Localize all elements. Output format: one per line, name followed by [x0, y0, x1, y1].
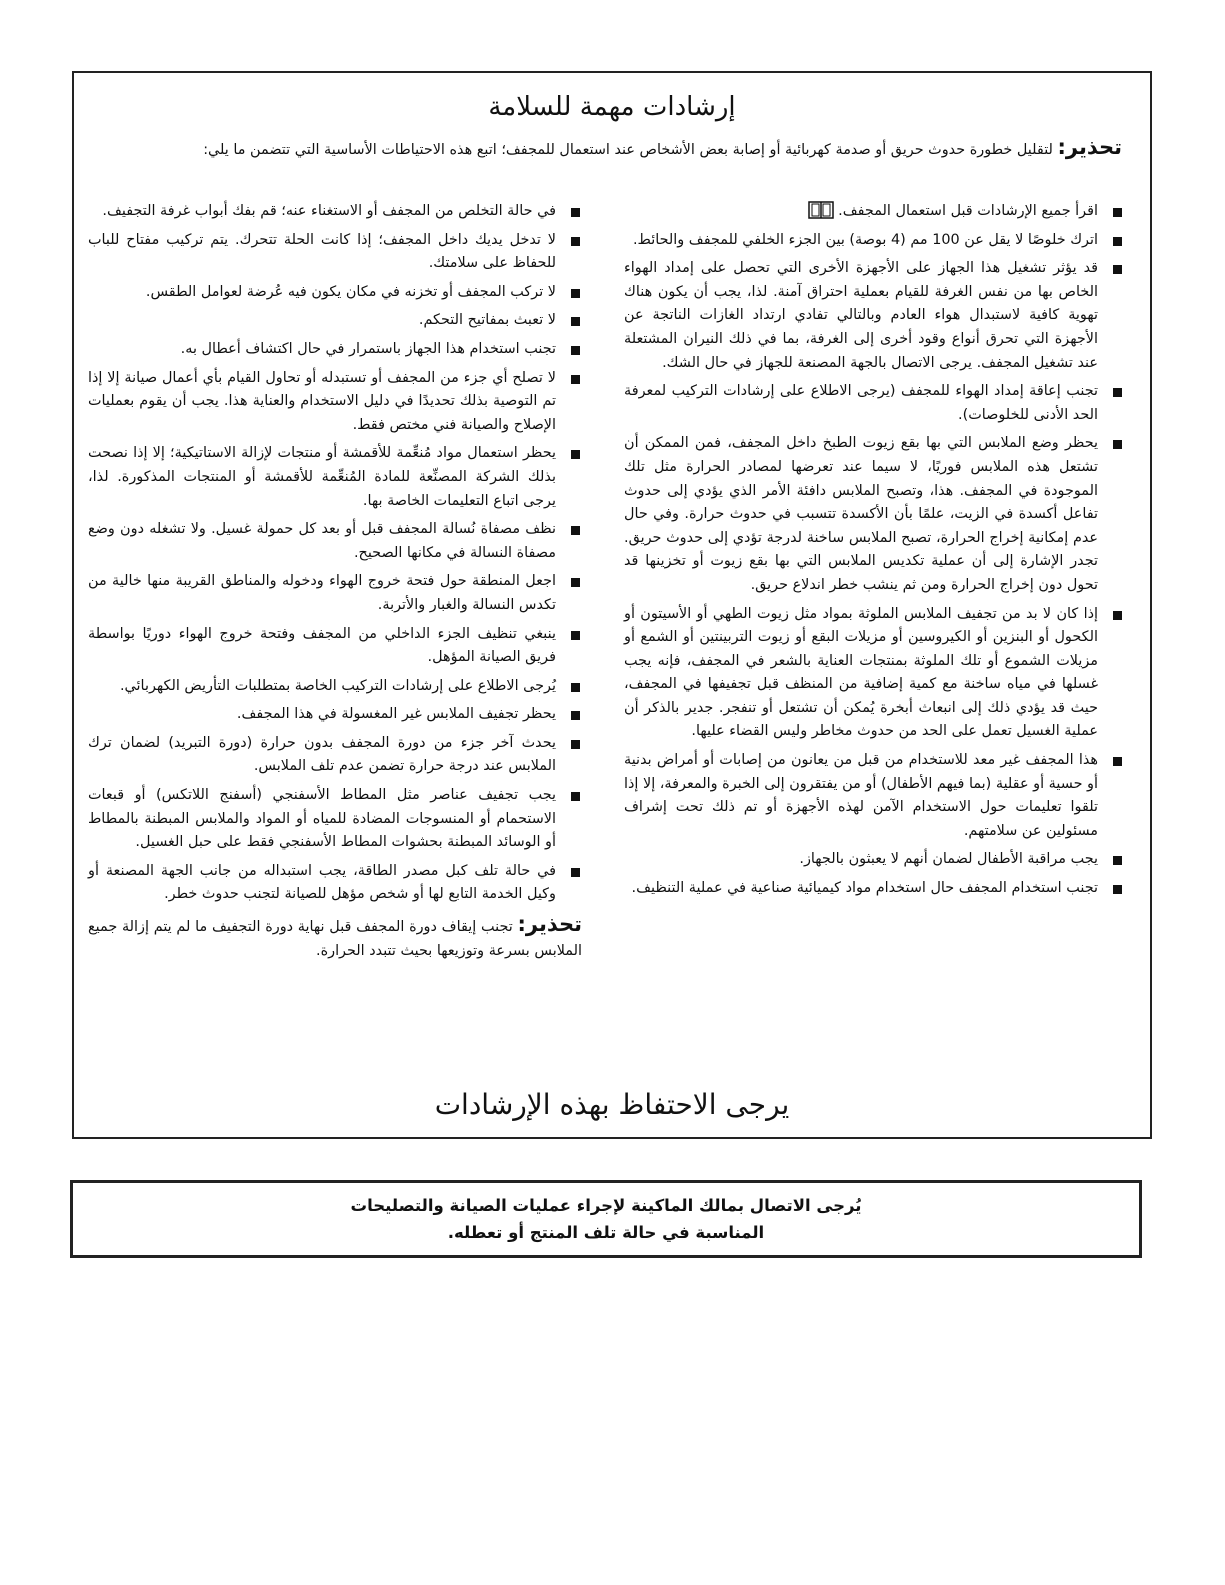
instruction-text: نظف مصفاة نُسالة المجفف قبل أو بعد كل حمولة غسيل. ولا تشغله دون وضع مصفاة النسالة في مكانها الصحيح. [88, 521, 556, 561]
instruction-item [88, 281, 582, 305]
left-column [88, 200, 582, 963]
bottom-warning-label: تحذير: [517, 912, 583, 937]
instruction-text: في حالة تلف كبل مصدر الطاقة، يجب استبداله من جانب الجهة المصنعة أو وكيل الخدمة التابع لها أو شخص مؤهل للصيانة لتجنب حدوث خطر. [88, 862, 556, 903]
instruction-item [88, 703, 582, 727]
square-bullet-icon [1113, 611, 1122, 620]
safety-instructions-box [72, 71, 1152, 1139]
square-bullet-icon [1113, 237, 1122, 246]
instruction-text: لا تركب المجفف أو تخزنه في مكان يكون فيه عُرضة لعوامل الطقس. [145, 283, 556, 300]
warning-label: تحذير: [1057, 135, 1122, 159]
square-bullet-icon [1113, 757, 1122, 766]
instruction-item [88, 675, 582, 699]
instruction-text: في حالة التخلص من المجفف أو الاستغناء عنه؛ قم بفك أبواب غرفة التجفيف. [102, 203, 556, 219]
square-bullet-icon [1113, 208, 1122, 217]
square-bullet-icon [571, 740, 580, 749]
instruction-item [88, 784, 582, 855]
instruction-item [88, 623, 582, 670]
book-icon [808, 201, 834, 219]
instruction-text: يحظر وضع الملابس التي بها بقع زيوت الطبخ داخل المجفف، فمن الممكن أن تشتعل هذه الملابس فوريًا، لا سيما عند تعرضها لمصادر الحرارة مثل تلك الموجودة في المجفف. هذا، وتصبح الملابس دافئة الأمر الذي يؤدي إلى حدوث تفاعل أكسدة في الزيت، علمًا بأن الأكسدة تتسبب في حدوث حرارة. وفي حال عدم إمكانية إخراج الحرارة، تصبح الملابس ساخنة لدرجة تؤدي إلى حدوث حريق. تجدر الإشارة إلى أن عملية تكديس الملابس التي بها بقع زيوت أو تخزينها قد تحول دون إخراج الحرارة ومن ثم ينشب خطر اندلاع حريق. [624, 435, 1098, 593]
right-column [624, 200, 1124, 906]
instruction-item [624, 200, 1124, 224]
square-bullet-icon [1113, 440, 1122, 449]
instruction-item [88, 367, 582, 438]
instruction-text: يحدث آخر جزء من دورة المجفف بدون حرارة (دورة التبريد) لضمان ترك الملابس عند درجة حرارة تضمن عدم تلف الملابس. [88, 734, 556, 775]
square-bullet-icon [571, 346, 580, 355]
instruction-text: يجب تجفيف عناصر مثل المطاط الأسفنجي (أسفنج اللاتكس) أو قبعات الاستحمام أو المنسوجات المضادة للمياه أو المواد والملابس المبطنة بالمطاط أو الوسائد المبطنة بحشوات المطاط الأسفنجي فقط على حبل الغسيل. [88, 787, 556, 851]
instruction-item [624, 848, 1124, 872]
instruction-item [624, 603, 1124, 745]
instruction-item [88, 518, 582, 565]
contact-line-1: يُرجى الاتصال بمالك الماكينة لإجراء عمليات الصيانة والتصليحات [350, 1196, 862, 1215]
safety-title: إرشادات مهمة للسلامة [488, 92, 736, 122]
instruction-item [88, 229, 582, 276]
right-instruction-list [624, 200, 1124, 901]
square-bullet-icon [571, 375, 580, 384]
instruction-text: تجنب استخدام المجفف حال استخدام مواد كيميائية صناعية في عملية التنظيف. [631, 880, 1098, 897]
instruction-text: اجعل المنطقة حول فتحة خروج الهواء ودخوله والمناطق القريبة منها خالية من تكدس النسالة والغبار والأتربة. [88, 573, 556, 613]
square-bullet-icon [571, 868, 580, 877]
instruction-item [88, 200, 582, 224]
instruction-item [624, 380, 1124, 427]
bottom-warning [88, 912, 582, 963]
instruction-item [624, 229, 1124, 253]
instruction-item [624, 432, 1124, 597]
instruction-text: يحظر استعمال مواد مُنعِّمة للأقمشة أو منتجات لإزالة الاستاتيكية؛ إلا إذا نصحت بذلك الشركة المصنِّعة للمادة المُنعِّمة للأقمشة أو المنتجات المذكورة. لذا، يرجى اتباع التعليمات الخاصة بها. [88, 445, 556, 509]
instruction-text: يُرجى الاطلاع على إرشادات التركيب الخاصة بمتطلبات التأريض الكهربائي. [119, 677, 556, 694]
square-bullet-icon [571, 683, 580, 692]
square-bullet-icon [571, 289, 580, 298]
square-bullet-icon [571, 317, 580, 326]
bottom-warning-text: تجنب إيقاف دورة المجفف قبل نهاية دورة التجفيف ما لم يتم إزالة جميع الملابس بسرعة وتوزيعها بحيث تتبدد الحرارة. [88, 919, 582, 960]
square-bullet-icon [1113, 885, 1122, 894]
instruction-item [88, 442, 582, 513]
instruction-item [88, 860, 582, 907]
instruction-item [88, 338, 582, 362]
instruction-text: تجنب استخدام هذا الجهاز باستمرار في حال اكتشاف أعطال به. [180, 340, 556, 357]
instruction-text: اترك خلوصًا لا يقل عن 100 مم (4 بوصة) بين الجزء الخلفي للمجفف والحائط. [632, 231, 1098, 248]
square-bullet-icon [571, 208, 580, 217]
square-bullet-icon [1113, 388, 1122, 397]
square-bullet-icon [571, 578, 580, 587]
instruction-item [88, 309, 582, 333]
square-bullet-icon [1113, 265, 1122, 274]
left-instruction-list [88, 200, 582, 907]
square-bullet-icon [1113, 856, 1122, 865]
instruction-text: قد يؤثر تشغيل هذا الجهاز على الأجهزة الأخرى التي تحصل على إمداد الهواء الخاص بها من نفس الغرفة للقيام بعملية احتراق آمنة. لذا، يجب أن يكون هناك تهوية كافية لاستبدال هواء العادم وبالتالي تفادي ارتداد الغازات الناتجة عن الأجهزة التي تحرق أنواع وقود أخرى إلى الغرفة، بما في ذلك النيران المشتعلة عند تشغيل المجفف. يرجى الاتصال بالجهة المصنعة للجهاز في حال الشك. [624, 260, 1098, 371]
square-bullet-icon [571, 237, 580, 246]
square-bullet-icon [571, 631, 580, 640]
instruction-text: اقرأ جميع الإرشادات قبل استعمال المجفف. [838, 203, 1098, 219]
instruction-text: لا تصلح أي جزء من المجفف أو تستبدله أو تحاول القيام بأي أعمال صيانة إلا إذا تم التوصية بذلك تحديدًا في دليل الاستخدام والعناية هذا. يجب أن يقوم بعمليات الإصلاح والصيانة فني مختص فقط. [88, 369, 556, 433]
instruction-item [88, 732, 582, 779]
keep-instructions-heading: يرجى الاحتفاظ بهذه الإرشادات [434, 1088, 790, 1121]
instruction-text: يحظر تجفيف الملابس غير المغسولة في هذا المجفف. [236, 706, 556, 723]
instruction-text: لا تعبث بمفاتيح التحكم. [418, 312, 556, 329]
instruction-item [624, 749, 1124, 843]
contact-line-2: المناسبة في حالة تلف المنتج أو تعطله. [447, 1223, 765, 1242]
warning-text: لتقليل خطورة حدوث حريق أو صدمة كهربائية أو إصابة بعض الأشخاص عند استعمال للمجفف؛ اتبع هذه الاحتياطات الأساسية التي تتضمن ما يلي: [203, 142, 1053, 158]
instruction-item [88, 570, 582, 617]
square-bullet-icon [571, 450, 580, 459]
instruction-text: لا تدخل يديك داخل المجفف؛ إذا كانت الحلة تتحرك. يتم تركيب مفتاح للباب للحفاظ على سلامتك. [88, 231, 556, 272]
instruction-text: إذا كان لا بد من تجفيف الملابس الملوثة بمواد مثل زيوت الطهي أو الأسيتون أو الكحول أو البنزين أو الكيروسين أو مزيلات البقع أو زيوت التربينتين أو الشمع أو مزيلات الشموع أو تلك الملوثة بمنتجات العناية بالشعر في المجفف، فإنه يجب غسلها في مياه ساخنة مع كمية إضافية من المنظف قبل تجفيفها في المجفف، حيث قد يؤدي ذلك إلى انبعاث أبخرة يُمكن أن تشتعل أو تنفجر. جدير بالذكر أن عملية الغسيل تعمل على الحد من حدوث مخاطر وليس القضاء عليها. [624, 605, 1098, 740]
instruction-item [624, 877, 1124, 901]
instruction-text: يجب مراقبة الأطفال لضمان أنهم لا يعبثون بالجهاز. [799, 851, 1098, 868]
intro-warning [184, 135, 1122, 163]
square-bullet-icon [571, 711, 580, 720]
instruction-item [624, 257, 1124, 375]
instruction-text: هذا المجفف غير معد للاستخدام من قبل من يعانون من إصابات أو أمراض بدنية أو حسية أو عقلية (بما فيهم الأطفال) أو من يفتقرون إلى الخبرة والمعرفة، إلا إذا تلقوا تعليمات حول الاستخدام الآمن لهذه الأجهزة أو تم ذلك تحت إشراف مسئولين عن سلامتهم. [624, 752, 1098, 839]
square-bullet-icon [571, 792, 580, 801]
instruction-text: تجنب إعاقة إمداد الهواء للمجفف (يرجى الاطلاع على إرشادات التركيب لمعرفة الحد الأدنى للخلوصات). [624, 383, 1098, 423]
instruction-text: ينبغي تنظيف الجزء الداخلي من المجفف وفتحة خروج الهواء دوريًا بواسطة فريق الصيانة المؤهل. [88, 625, 556, 666]
contact-owner-box [70, 1180, 1142, 1258]
square-bullet-icon [571, 526, 580, 535]
